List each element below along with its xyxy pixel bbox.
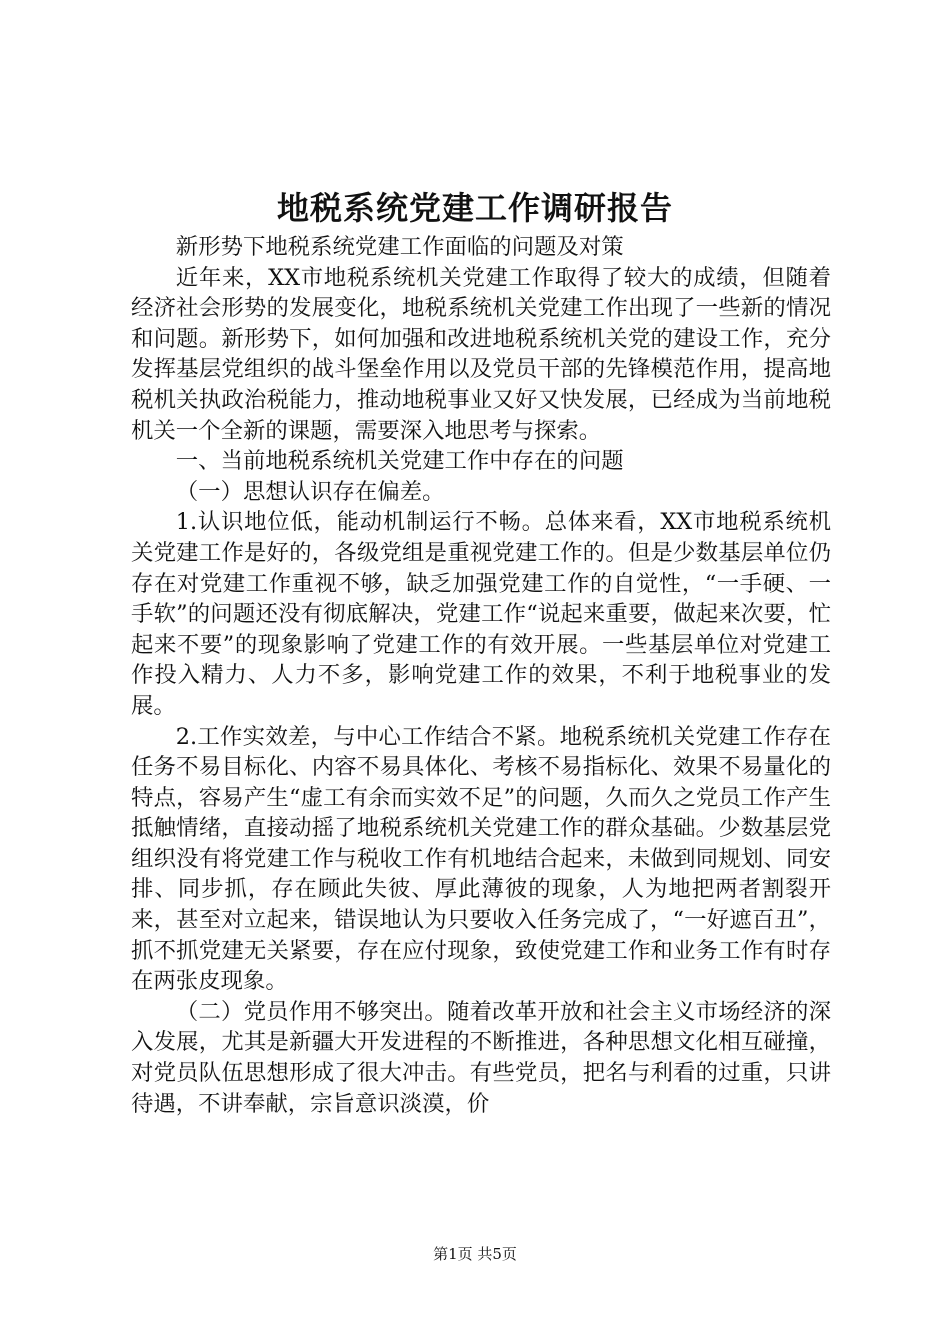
- subsection-heading-1: （一）思想认识存在偏差。: [175, 478, 445, 505]
- paragraph-point-2: 2.工作实效差，与中心工作结合不紧。地税系统机关党建工作存在任务不易目标化、内容不易具体化、考核不易指标化、效果不易量化的特点，容易产生“虚工有余而实效不足”的问题，久而久之党员工作产生抵触情绪，直接动摇了地税系统机关党建工作的群众基础。少数基层党组织没有将党建工作与税收工作有机地结合起来，未做到同规划、同安排、同步抓，存在顾此失彼、厚此薄彼的现象，人为地把两者割裂开来，甚至对立起来，错误地认为只要收入任务完成了，“一好遮百丑”，抓不抓党建无关紧要，存在应付现象，致使党建工作和业务工作有时存在两张皮现象。: [131, 723, 831, 995]
- section-heading-problems: 一、当前地税系统机关党建工作中存在的问题: [175, 448, 624, 475]
- page-footer: 第1页 共5页: [433, 1245, 517, 1263]
- document-body: [131, 232, 831, 1119]
- document-title: 地税系统党建工作调研报告: [276, 189, 673, 227]
- paragraph-intro: 近年来，XX市地税系统机关党建工作取得了较大的成绩，但随着经济社会形势的发展变化，地税系统机关党建工作出现了一些新的情况和问题。新形势下，如何加强和改进地税系统机关党的建设工作，充分发挥基层党组织的战斗堡垒作用以及党员干部的先锋模范作用，提高地税机关执政治税能力，推动地税事业又好又快发展，已经成为当前地税机关一个全新的课题，需要深入地思考与探索。: [131, 264, 831, 444]
- section-subtitle: 新形势下地税系统党建工作面临的问题及对策: [175, 234, 624, 260]
- paragraph-subsection-2: （二）党员作用不够突出。随着改革开放和社会主义市场经济的深入发展，尤其是新疆大开发进程的不断推进，各种思想文化相互碰撞，对党员队伍思想形成了很大冲击。有些党员，把名与利看的过重，只讲待遇，不讲奉献，宗旨意识淡漠，价: [131, 998, 831, 1117]
- paragraph-point-1: 1.认识地位低，能动机制运行不畅。总体来看，XX市地税系统机关党建工作是好的，各级党组是重视党建工作的。但是少数基层单位仍存在对党建工作重视不够，缺乏加强党建工作的自觉性，“一手硬、一手软”的问题还没有彻底解决，党建工作“说起来重要，做起来次要，忙起来不要”的现象影响了党建工作的有效开展。一些基层单位对党建工作投入精力、人力不多，影响党建工作的效果，不利于地税事业的发展。: [131, 509, 831, 719]
